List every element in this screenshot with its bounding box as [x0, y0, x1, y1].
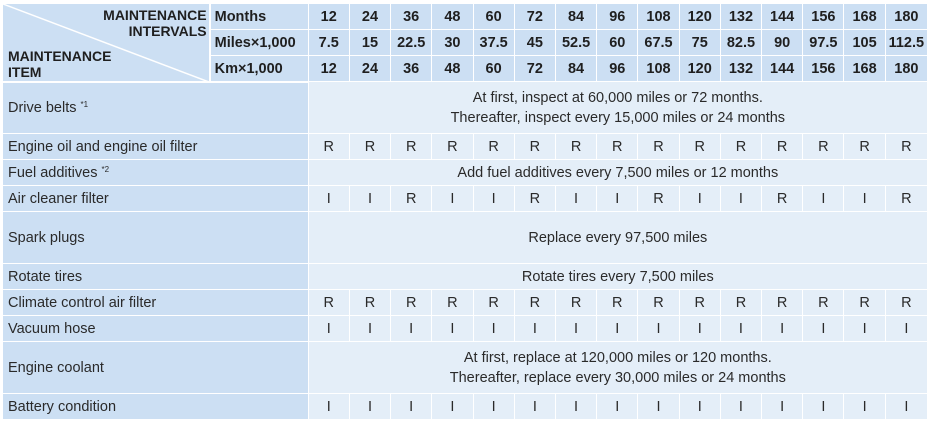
- service-code-cell: I: [349, 394, 390, 420]
- interval-value: 105: [844, 30, 885, 56]
- service-code-cell: I: [679, 186, 720, 212]
- maintenance-row: [3, 186, 928, 212]
- service-code-cell: I: [432, 186, 473, 212]
- service-code-cell: R: [638, 134, 679, 160]
- footnote-marker: *2: [101, 164, 110, 174]
- service-code-cell: R: [720, 134, 761, 160]
- interval-value: 72: [514, 4, 555, 30]
- interval-value: 45: [514, 30, 555, 56]
- instruction-line: Thereafter, inspect every 15,000 miles or 24 months: [450, 109, 786, 126]
- service-instruction: [308, 212, 927, 264]
- interval-value: 108: [638, 56, 679, 82]
- item-name-text: Spark plugs: [8, 229, 85, 246]
- service-code-cell: R: [762, 186, 803, 212]
- unit-label: Km×1,000: [210, 56, 309, 82]
- item-name-text: Air cleaner filter: [8, 190, 109, 207]
- item-label-line1: MAINTENANCE: [8, 48, 112, 64]
- interval-value: 112.5: [885, 30, 927, 56]
- interval-value: 60: [473, 4, 514, 30]
- interval-value: 30: [432, 30, 473, 56]
- service-instruction: [308, 82, 927, 134]
- instruction-line: Rotate tires every 7,500 miles: [521, 268, 714, 285]
- interval-value: 52.5: [555, 30, 596, 56]
- interval-value: 180: [885, 4, 927, 30]
- service-code-cell: R: [391, 290, 432, 316]
- service-code-cell: I: [885, 316, 927, 342]
- interval-value: 24: [349, 56, 390, 82]
- unit-label: Miles×1,000: [210, 30, 309, 56]
- service-code-cell: I: [473, 316, 514, 342]
- service-code-cell: R: [308, 134, 349, 160]
- instruction-line: Add fuel additives every 7,500 miles or 12 months: [457, 164, 779, 181]
- item-label-line2: ITEM: [8, 64, 42, 80]
- intervals-label-line2: INTERVALS: [128, 23, 207, 39]
- instruction-line: Replace every 97,500 miles: [528, 229, 708, 246]
- maintenance-table: [2, 3, 928, 420]
- service-code-cell: R: [885, 186, 927, 212]
- interval-value: 84: [555, 4, 596, 30]
- service-code-cell: I: [391, 394, 432, 420]
- service-code-cell: I: [679, 316, 720, 342]
- service-code-cell: R: [349, 290, 390, 316]
- maintenance-item-name: [3, 82, 309, 134]
- service-code-cell: I: [473, 394, 514, 420]
- header-row-months: [3, 4, 928, 30]
- service-code-cell: I: [555, 316, 596, 342]
- interval-value: 84: [555, 56, 596, 82]
- interval-value: 48: [432, 4, 473, 30]
- interval-value: 82.5: [720, 30, 761, 56]
- service-code-cell: R: [391, 186, 432, 212]
- service-code-cell: I: [308, 394, 349, 420]
- service-code-cell: I: [720, 186, 761, 212]
- instruction-line: Thereafter, replace every 30,000 miles or 24 months: [449, 369, 786, 386]
- interval-value: 72: [514, 56, 555, 82]
- service-code-cell: I: [803, 394, 844, 420]
- interval-value: 12: [308, 56, 349, 82]
- service-code-cell: I: [720, 316, 761, 342]
- interval-value: 96: [597, 56, 638, 82]
- service-code-cell: I: [638, 316, 679, 342]
- item-name-text: Fuel additives: [8, 164, 98, 181]
- service-code-cell: I: [762, 316, 803, 342]
- interval-value: 22.5: [391, 30, 432, 56]
- item-name-text: Drive belts: [8, 99, 77, 116]
- service-code-cell: I: [308, 186, 349, 212]
- interval-value: 67.5: [638, 30, 679, 56]
- interval-value: 180: [885, 56, 927, 82]
- maintenance-row: [3, 160, 928, 186]
- interval-value: 36: [391, 4, 432, 30]
- service-code-cell: I: [762, 394, 803, 420]
- footnote-marker: *1: [80, 99, 89, 109]
- maintenance-row: [3, 264, 928, 290]
- service-code-cell: I: [514, 316, 555, 342]
- service-code-cell: I: [885, 394, 927, 420]
- service-code-cell: I: [349, 316, 390, 342]
- service-code-cell: R: [597, 290, 638, 316]
- maintenance-row: [3, 212, 928, 264]
- interval-value: 168: [844, 56, 885, 82]
- item-name-text: Rotate tires: [8, 268, 83, 285]
- service-code-cell: R: [885, 290, 927, 316]
- service-code-cell: I: [844, 316, 885, 342]
- interval-value: 12: [308, 4, 349, 30]
- service-code-cell: R: [885, 134, 927, 160]
- interval-value: 156: [803, 56, 844, 82]
- maintenance-row: [3, 394, 928, 420]
- service-code-cell: R: [679, 134, 720, 160]
- service-code-cell: R: [308, 290, 349, 316]
- service-code-cell: I: [432, 394, 473, 420]
- service-code-cell: I: [555, 186, 596, 212]
- service-code-cell: I: [308, 316, 349, 342]
- unit-label: Months: [210, 4, 309, 30]
- maintenance-item-name: [3, 316, 309, 342]
- maintenance-row: [3, 82, 928, 134]
- interval-value: 132: [720, 56, 761, 82]
- interval-value: 60: [597, 30, 638, 56]
- service-code-cell: R: [679, 290, 720, 316]
- service-code-cell: I: [597, 316, 638, 342]
- service-code-cell: R: [514, 186, 555, 212]
- interval-value: 144: [762, 56, 803, 82]
- item-name-text: Battery condition: [8, 398, 117, 415]
- service-instruction: [308, 342, 927, 394]
- service-code-cell: I: [597, 186, 638, 212]
- interval-value: 24: [349, 4, 390, 30]
- service-code-cell: R: [844, 290, 885, 316]
- service-code-cell: I: [720, 394, 761, 420]
- service-code-cell: R: [720, 290, 761, 316]
- service-code-cell: I: [391, 316, 432, 342]
- interval-value: 60: [473, 56, 514, 82]
- service-code-cell: R: [391, 134, 432, 160]
- service-code-cell: R: [803, 290, 844, 316]
- service-code-cell: R: [473, 134, 514, 160]
- service-code-cell: I: [638, 394, 679, 420]
- item-name-text: Vacuum hose: [8, 320, 96, 337]
- service-code-cell: I: [844, 394, 885, 420]
- interval-value: 7.5: [308, 30, 349, 56]
- interval-value: 120: [679, 56, 720, 82]
- interval-value: 15: [349, 30, 390, 56]
- maintenance-row: [3, 342, 928, 394]
- intervals-label-line1: MAINTENANCE: [103, 7, 207, 23]
- maintenance-item-name: [3, 186, 309, 212]
- maintenance-item-name: [3, 134, 309, 160]
- maintenance-item-name: [3, 394, 309, 420]
- service-code-cell: R: [432, 290, 473, 316]
- service-code-cell: I: [803, 186, 844, 212]
- maintenance-schedule: [2, 3, 928, 420]
- interval-value: 108: [638, 4, 679, 30]
- interval-value: 36: [391, 56, 432, 82]
- service-code-cell: I: [349, 186, 390, 212]
- interval-value: 90: [762, 30, 803, 56]
- interval-value: 132: [720, 4, 761, 30]
- interval-value: 96: [597, 4, 638, 30]
- interval-value: 48: [432, 56, 473, 82]
- interval-value: 97.5: [803, 30, 844, 56]
- item-name-text: Climate control air filter: [8, 294, 157, 311]
- interval-value: 168: [844, 4, 885, 30]
- service-code-cell: R: [514, 290, 555, 316]
- instruction-line: At first, inspect at 60,000 miles or 72 months.: [472, 89, 763, 106]
- interval-value: 144: [762, 4, 803, 30]
- maintenance-item-name: [3, 290, 309, 316]
- service-code-cell: R: [638, 290, 679, 316]
- service-code-cell: I: [514, 394, 555, 420]
- maintenance-row: [3, 134, 928, 160]
- service-code-cell: R: [432, 134, 473, 160]
- service-code-cell: R: [762, 134, 803, 160]
- service-code-cell: R: [844, 134, 885, 160]
- service-instruction: [308, 264, 927, 290]
- maintenance-item-name: [3, 212, 309, 264]
- service-code-cell: R: [349, 134, 390, 160]
- interval-value: 37.5: [473, 30, 514, 56]
- service-code-cell: R: [638, 186, 679, 212]
- instruction-line: At first, replace at 120,000 miles or 120 months.: [463, 349, 772, 366]
- service-code-cell: I: [597, 394, 638, 420]
- service-code-cell: R: [555, 290, 596, 316]
- service-code-cell: I: [473, 186, 514, 212]
- service-code-cell: I: [803, 316, 844, 342]
- service-code-cell: I: [555, 394, 596, 420]
- maintenance-row: [3, 316, 928, 342]
- service-code-cell: I: [432, 316, 473, 342]
- service-code-cell: R: [803, 134, 844, 160]
- header-corner-cell: [3, 4, 210, 82]
- maintenance-row: [3, 290, 928, 316]
- service-instruction: [308, 160, 927, 186]
- service-code-cell: I: [679, 394, 720, 420]
- service-code-cell: R: [473, 290, 514, 316]
- service-code-cell: R: [514, 134, 555, 160]
- service-code-cell: I: [844, 186, 885, 212]
- service-code-cell: R: [555, 134, 596, 160]
- service-code-cell: R: [762, 290, 803, 316]
- interval-value: 120: [679, 4, 720, 30]
- interval-value: 75: [679, 30, 720, 56]
- item-name-text: Engine coolant: [8, 359, 104, 376]
- maintenance-item-name: [3, 342, 309, 394]
- maintenance-item-name: [3, 264, 309, 290]
- interval-value: 156: [803, 4, 844, 30]
- service-code-cell: R: [597, 134, 638, 160]
- item-name-text: Engine oil and engine oil filter: [8, 138, 198, 155]
- maintenance-item-name: [3, 160, 309, 186]
